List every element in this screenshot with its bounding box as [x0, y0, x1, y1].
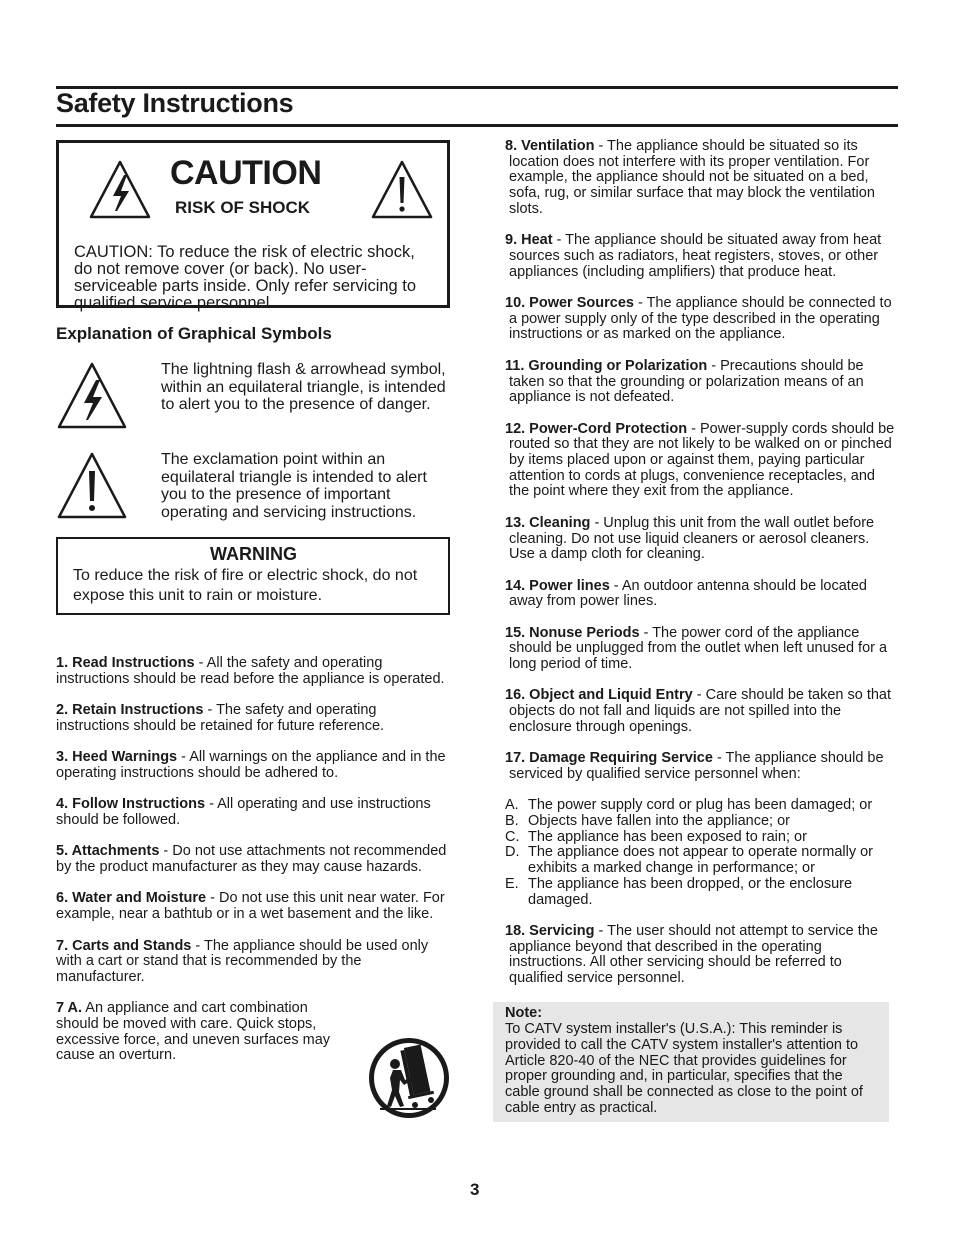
- instruction-item: 10. Power Sources - The appliance should be connected to a power supply only of the type described in the operating instructions or as marked on the appliance.: [505, 295, 892, 343]
- instruction-item: 7. Carts and Stands - The appliance should be used only with a cart or stand that is recommended by the manufacturer.: [56, 937, 429, 985]
- caution-box: [56, 140, 450, 312]
- lightning-symbol-description: The lightning flash & arrowhead symbol, within an equilateral triangle, is intended to alert you to the presence of danger.: [161, 361, 446, 413]
- list-item: E. The appliance has been dropped, or the enclosure damaged.: [505, 875, 853, 908]
- caution-subtitle: RISK OF SHOCK: [175, 198, 311, 217]
- right-column: [505, 139, 899, 1122]
- lightning-triangle-icon: [88, 159, 152, 221]
- instruction-item: 7 A. An appliance and cart combination should be moved with care. Quick stops, excessive force, and uneven surfaces may cause an overturn.: [56, 1000, 331, 1064]
- left-column: [56, 140, 450, 1080]
- exclamation-triangle-icon: [56, 451, 128, 521]
- warning-title: WARNING: [210, 544, 297, 564]
- list-item: A. The power supply cord or plug has been damaged; or: [505, 797, 873, 814]
- instruction-item: 4. Follow Instructions - All operating and use instructions should be followed.: [56, 796, 431, 828]
- instruction-item: 3. Heed Warnings - All warnings on the appliance and in the operating instructions should be adhered to.: [56, 749, 446, 781]
- cart-tip-over-icon: [367, 1036, 451, 1120]
- symbols-heading: Explanation of Graphical Symbols: [56, 324, 332, 343]
- page-number: 3: [470, 1180, 480, 1199]
- list-item: C. The appliance has been exposed to rain; or: [505, 828, 807, 845]
- note-label: Note:: [505, 1005, 543, 1022]
- exclamation-symbol-row: [56, 451, 450, 537]
- list-item: D. The appliance does not appear to operate normally or exhibits a marked change in performance; or: [505, 844, 873, 877]
- instruction-item: 12. Power-Cord Protection - Power-supply cords should be routed so that they are not likely to be walked on or pinched by items placed upon or against them, paying particular attention to cords at plugs, convenience receptacles, and the point where they exit from the appliance.: [505, 420, 895, 500]
- note-box: [493, 1002, 889, 1122]
- instruction-item: 16. Object and Liquid Entry - Care should be taken so that objects do not fall and liquids are not spilled into the enclosure through openings.: [505, 687, 892, 735]
- instruction-item: 6. Water and Moisture - Do not use this unit near water. For example, near a bathtub or in a wet basement and the like.: [56, 890, 445, 923]
- exclamation-symbol-description: The exclamation point within an equilateral triangle is intended to alert you to the presence of important operating and servicing instructions.: [161, 451, 427, 521]
- instruction-item: 13. Cleaning - Unplug this unit from the wall outlet before cleaning. Do not use liquid cleaners or aerosol cleaners. Use a damp cloth for cleaning.: [505, 514, 875, 563]
- page-title: Safety Instructions: [56, 88, 294, 118]
- caution-header: [74, 156, 432, 228]
- instruction-item: 14. Power lines - An outdoor antenna should be located away from power lines.: [505, 577, 867, 610]
- instruction-item: 15. Nonuse Periods - The power cord of the appliance should be unplugged from the outlet when left unused for a long period of time.: [505, 624, 888, 673]
- instruction-item: 17. Damage Requiring Service - The appliance should be serviced by qualified service personnel when:: [505, 750, 884, 782]
- instruction-item: 11. Grounding or Polarization - Precautions should be taken so that the grounding or polarization means of an appliance is not defeated.: [505, 357, 864, 406]
- lightning-symbol-row: [56, 361, 450, 451]
- warning-box: [56, 537, 450, 615]
- exclamation-triangle-icon: [370, 159, 434, 221]
- left-instruction-list: [56, 656, 450, 1064]
- instruction-item: 9. Heat - The appliance should be situated away from heat sources such as radiators, heat registers, stoves, or other appliances (including amplifiers) that produce heat.: [505, 232, 882, 280]
- warning-text: To reduce the risk of fire or electric shock, do not expose this unit to rain or moisture.: [73, 567, 418, 604]
- list-item: B. Objects have fallen into the appliance; or: [505, 813, 790, 830]
- instruction-item: 5. Attachments - Do not use attachments not recommended by the product manufacturer as they may cause hazards.: [56, 843, 447, 876]
- instruction-item: 8. Ventilation - The appliance should be situated so its location does not interfere with its proper ventilation. For example, the appliance should not be situated on a bed, sofa, rug, or similar surface that may block the ventilation slots.: [505, 138, 875, 217]
- title-underline: [56, 124, 898, 127]
- instruction-item: 1. Read Instructions - All the safety and operating instructions should be read before the appliance is operated.: [56, 655, 445, 687]
- damage-conditions-list: [505, 798, 899, 908]
- lightning-triangle-icon: [56, 361, 128, 431]
- caution-word: CAUTION: [170, 154, 322, 192]
- note-text: To CATV system installer's (U.S.A.): This reminder is provided to call the CATV system installer's attention to Article 820-40 of the NEC that provides guidelines for proper grounding and, in particular, specifies that the cable ground shall be connected as close to the point of cable entry as practical.: [505, 1021, 863, 1116]
- instruction-item: 2. Retain Instructions - The safety and operating instructions should be retained for future reference.: [56, 702, 385, 734]
- instruction-item: 18. Servicing - The user should not attempt to service the appliance beyond that described in the operating instructions. All other servicing should be referred to qualified service personnel.: [505, 922, 878, 987]
- caution-text: CAUTION: To reduce the risk of electric shock, do not remove cover (or back). No user-serviceable parts inside. Only refer servicing to qualified service personnel.: [74, 243, 417, 312]
